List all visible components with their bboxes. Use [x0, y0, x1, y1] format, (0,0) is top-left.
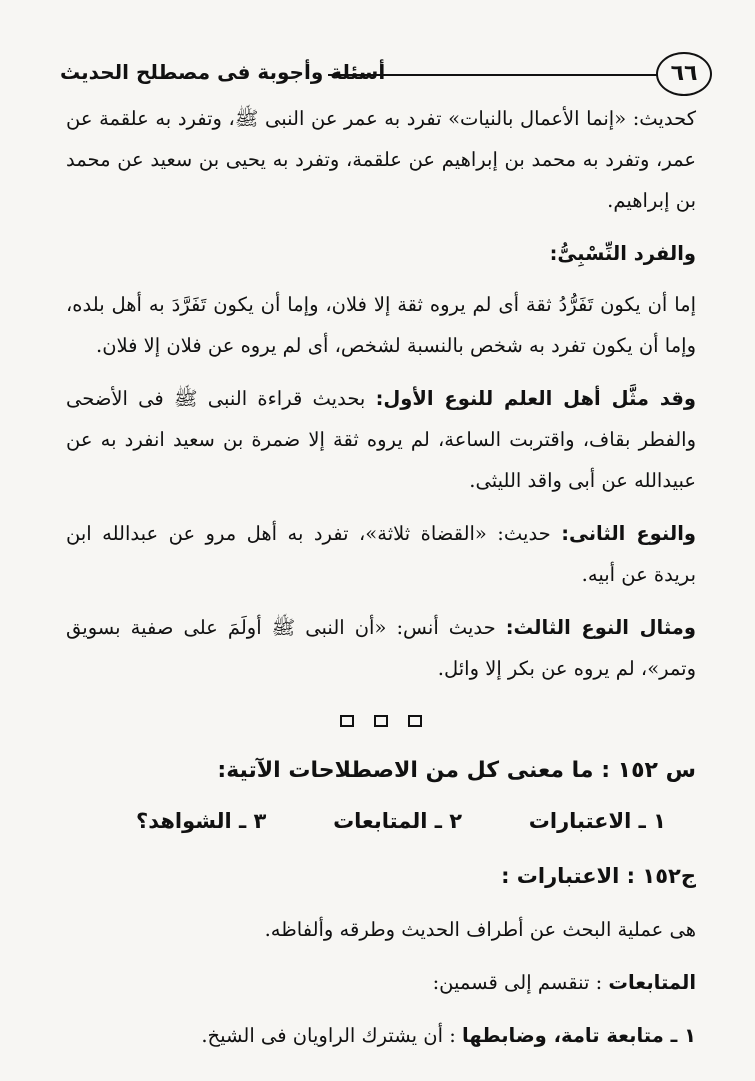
paragraph-relative-fard: إما أن يكون تَفَرُّدُ ثقة أى لم يروه ثقة إلا فلان، وإما أن يكون تَفَرَّدَ به أهل بلده، وإما أن يكون تفرد به شخص بالنسبة لشخص، أى لم يروه عن فلان إلا فلان. [66, 293, 696, 357]
answer-152-heading: ج١٥٢ : الاعتبارات : [501, 864, 696, 888]
type-two-lead: والنوع الثانى: [561, 522, 696, 545]
definition-itibarat: هى عملية البحث عن أطراف الحديث وطرقه وألفاظه. [264, 918, 696, 941]
divider-box-icon [340, 715, 354, 727]
section-divider [66, 701, 696, 742]
question-152: س ١٥٢ : ما معنى كل من الاصطلاحات الآتية: [217, 758, 696, 783]
heading-relative-fard: والفرد النِّسْبِىُّ: [549, 242, 696, 265]
type-one-text: بحديث قراءة النبى ﷺ فى الأضحى والفطر بقاف، واقتربت الساعة، لم يروه ثقة إلا ضمرة بن سعيد انفرد به عن عبيدالله عن أبى واقد الليثى. [66, 387, 696, 492]
term-item: ٣ ـ الشواهد؟ [136, 809, 267, 833]
item-one-lead: ١ ـ متابعة تامة، وضابطها [462, 1024, 696, 1047]
type-one-lead: وقد مثَّل أهل العلم للنوع الأول: [375, 387, 696, 410]
page-header [60, 52, 700, 96]
paragraph-type-three [66, 607, 696, 689]
running-title: أسئلة وأجوبة فى مصطلح الحديث [60, 60, 386, 84]
type-three-lead: ومثال النوع الثالث: [505, 616, 696, 639]
header-rule [328, 74, 658, 76]
mutabaat-lead: المتابعات [608, 971, 696, 994]
page-content [66, 98, 696, 1068]
type-two-text: حديث: «القضاة ثلاثة»، تفرد به أهل مرو عن عبدالله ابن بريدة عن أبيه. [66, 522, 696, 586]
mutabaat-text: : تنقسم إلى قسمين: [432, 971, 609, 994]
mutabaat-line [66, 962, 696, 1003]
paragraph-type-two [66, 513, 696, 595]
divider-box-icon [408, 715, 422, 727]
paragraph-type-one [66, 378, 696, 501]
type-three-text: حديث أنس: «أن النبى ﷺ أولَمَ على صفية بسويق وتمر»، لم يروه عن بكر إلا وائل. [66, 616, 696, 680]
term-item: ١ ـ الاعتبارات [528, 809, 666, 833]
term-item: ٢ ـ المتابعات [333, 809, 463, 833]
paragraph-hadith-example: كحديث: «إنما الأعمال بالنيات» تفرد به عمر عن النبى ﷺ، وتفرد به علقمة عن عمر، وتفرد به محمد بن إبراهيم عن علقمة، وتفرد به يحيى بن سعيد عن محمد بن إبراهيم. [66, 107, 696, 212]
item-one-text: : أن يشترك الراويان فى الشيخ. [201, 1024, 462, 1047]
page-number: ٦٦ [656, 52, 712, 96]
divider-box-icon [374, 715, 388, 727]
question-terms [66, 801, 696, 842]
mutabaat-item-one [66, 1015, 696, 1056]
